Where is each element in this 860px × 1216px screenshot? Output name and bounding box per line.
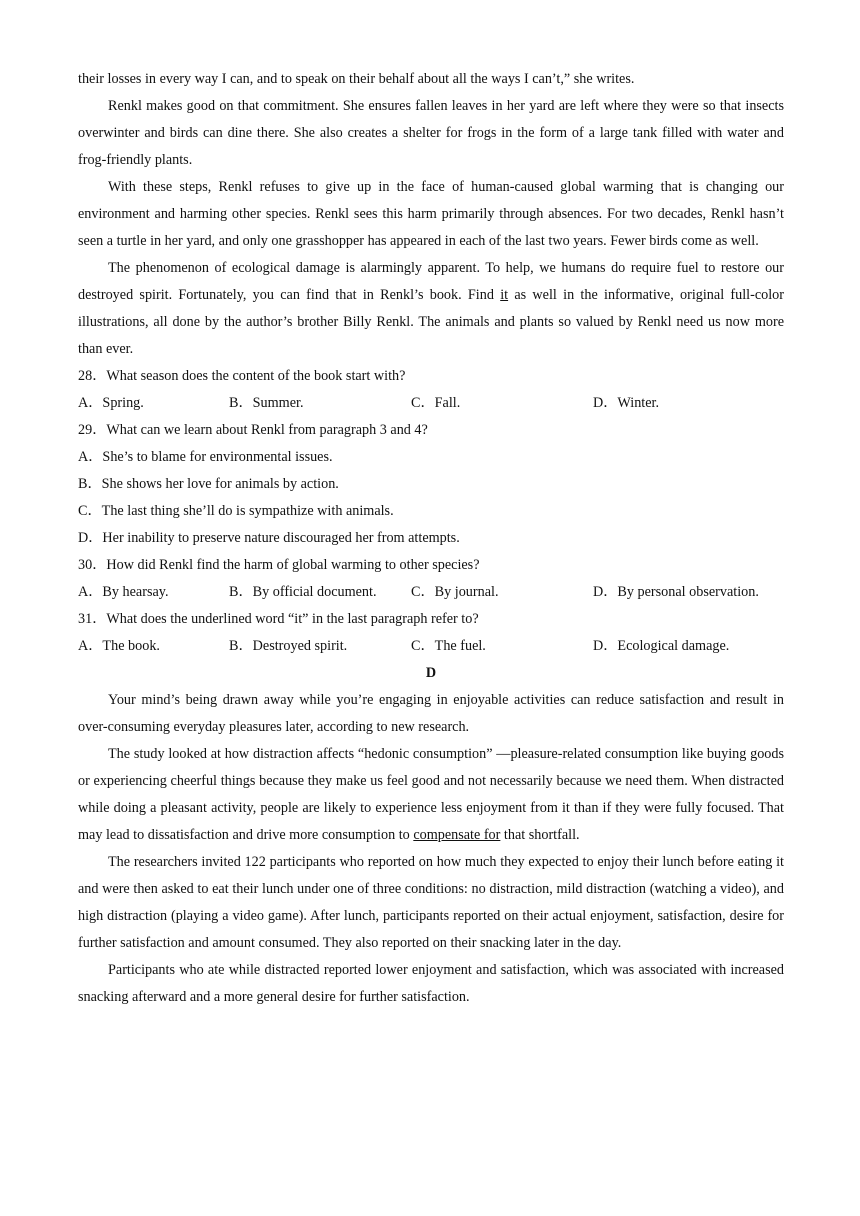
option-a: A．The book. xyxy=(78,638,160,654)
question-28-stem: 28．What season does the content of the book start with? xyxy=(78,368,406,384)
option-b: B．Destroyed spirit. xyxy=(229,638,348,654)
underlined-word-it: it xyxy=(500,287,509,303)
question-30-options xyxy=(78,579,784,606)
option-a: A．She’s to blame for environmental issues. xyxy=(78,449,333,465)
paragraph-text: The study looked at how distraction affects “hedonic consumption” —pleasure-related consumption like buying goods or experiencing cheerful things because they make us feel good and not necessarily because we need them. When distracted while doing a pleasant activity, people are likely to experience less enjoyment from it than if they were fully focused. That may lead to dissatisfaction and drive more consumption to xyxy=(78,746,784,843)
passage-c-paragraph-4 xyxy=(78,255,784,363)
passage-d-paragraph-2 xyxy=(78,741,784,849)
option-c: C．Fall. xyxy=(411,395,461,411)
option-d: D．Her inability to preserve nature discouraged her from attempts. xyxy=(78,530,460,546)
passage-d-paragraph-1: Your mind’s being drawn away while you’re engaging in enjoyable activities can reduce satisfaction and result in over-consuming everyday pleasures later, according to new research. xyxy=(78,692,784,735)
passage-c-paragraph-3: With these steps, Renkl refuses to give up in the face of human-caused global warming that is changing our environment and harming other species. Renkl sees this harm primarily through absences. For two decades, Renkl hasn’t seen a turtle in her yard, and only one grasshopper has appeared in each of the last two years. Fewer birds come as well. xyxy=(78,179,784,249)
paragraph-text: that shortfall. xyxy=(500,827,580,843)
option-a: A．Spring. xyxy=(78,395,144,411)
option-c: C．By journal. xyxy=(411,584,499,600)
question-30-stem: 30．How did Renkl find the harm of global warming to other species? xyxy=(78,557,480,573)
option-b: B．By official document. xyxy=(229,584,377,600)
option-d: D．Ecological damage. xyxy=(593,638,730,654)
option-c: C．The last thing she’ll do is sympathize with animals. xyxy=(78,503,394,519)
question-31-options xyxy=(78,633,784,660)
question-31-stem: 31．What does the underlined word “it” in the last paragraph refer to? xyxy=(78,611,479,627)
option-d: D．By personal observation. xyxy=(593,584,759,600)
passage-c-paragraph-2: Renkl makes good on that commitment. She ensures fallen leaves in her yard are left where they were so that insects overwinter and birds can dine there. She also creates a shelter for frogs in the form of a large tank filled with water and frog-friendly plants. xyxy=(78,98,784,168)
passage-c-paragraph-end: their losses in every way I can, and to speak on their behalf about all the ways I can’t,” she writes. xyxy=(78,71,635,87)
option-c: C．The fuel. xyxy=(411,638,486,654)
option-a: A．By hearsay. xyxy=(78,584,169,600)
option-b: B．She shows her love for animals by action. xyxy=(78,476,339,492)
question-29-stem: 29．What can we learn about Renkl from paragraph 3 and 4? xyxy=(78,422,428,438)
paragraph-text: as well in the informative, original full-color illustrations, all done by the author’s brother Billy Renkl. The animals and plants so valued by Renkl need us now more than ever. xyxy=(78,287,784,357)
question-28-options xyxy=(78,390,784,417)
underlined-phrase-compensate-for: compensate for xyxy=(413,827,501,843)
section-d-heading: D xyxy=(425,665,437,681)
paragraph-text: The phenomenon of ecological damage is alarmingly apparent. To help, we humans do require fuel to restore our destroyed spirit. Fortunately, you can find that in Renkl’s book. Find xyxy=(78,260,784,303)
option-d: D．Winter. xyxy=(593,395,660,411)
option-b: B．Summer. xyxy=(229,395,304,411)
document-page xyxy=(78,66,784,1011)
passage-d-paragraph-4: Participants who ate while distracted reported lower enjoyment and satisfaction, which was associated with increased snacking afterward and a more general desire for further satisfaction. xyxy=(78,962,784,1005)
passage-d-paragraph-3: The researchers invited 122 participants who reported on how much they expected to enjoy their lunch before eating it and were then asked to eat their lunch under one of three conditions: no distraction, mild distraction (watching a video), and high distraction (playing a video game). After lunch, participants reported on their actual enjoyment, satisfaction, desire for further satisfaction and amount consumed. They also reported on their snacking later in the day. xyxy=(78,854,784,951)
